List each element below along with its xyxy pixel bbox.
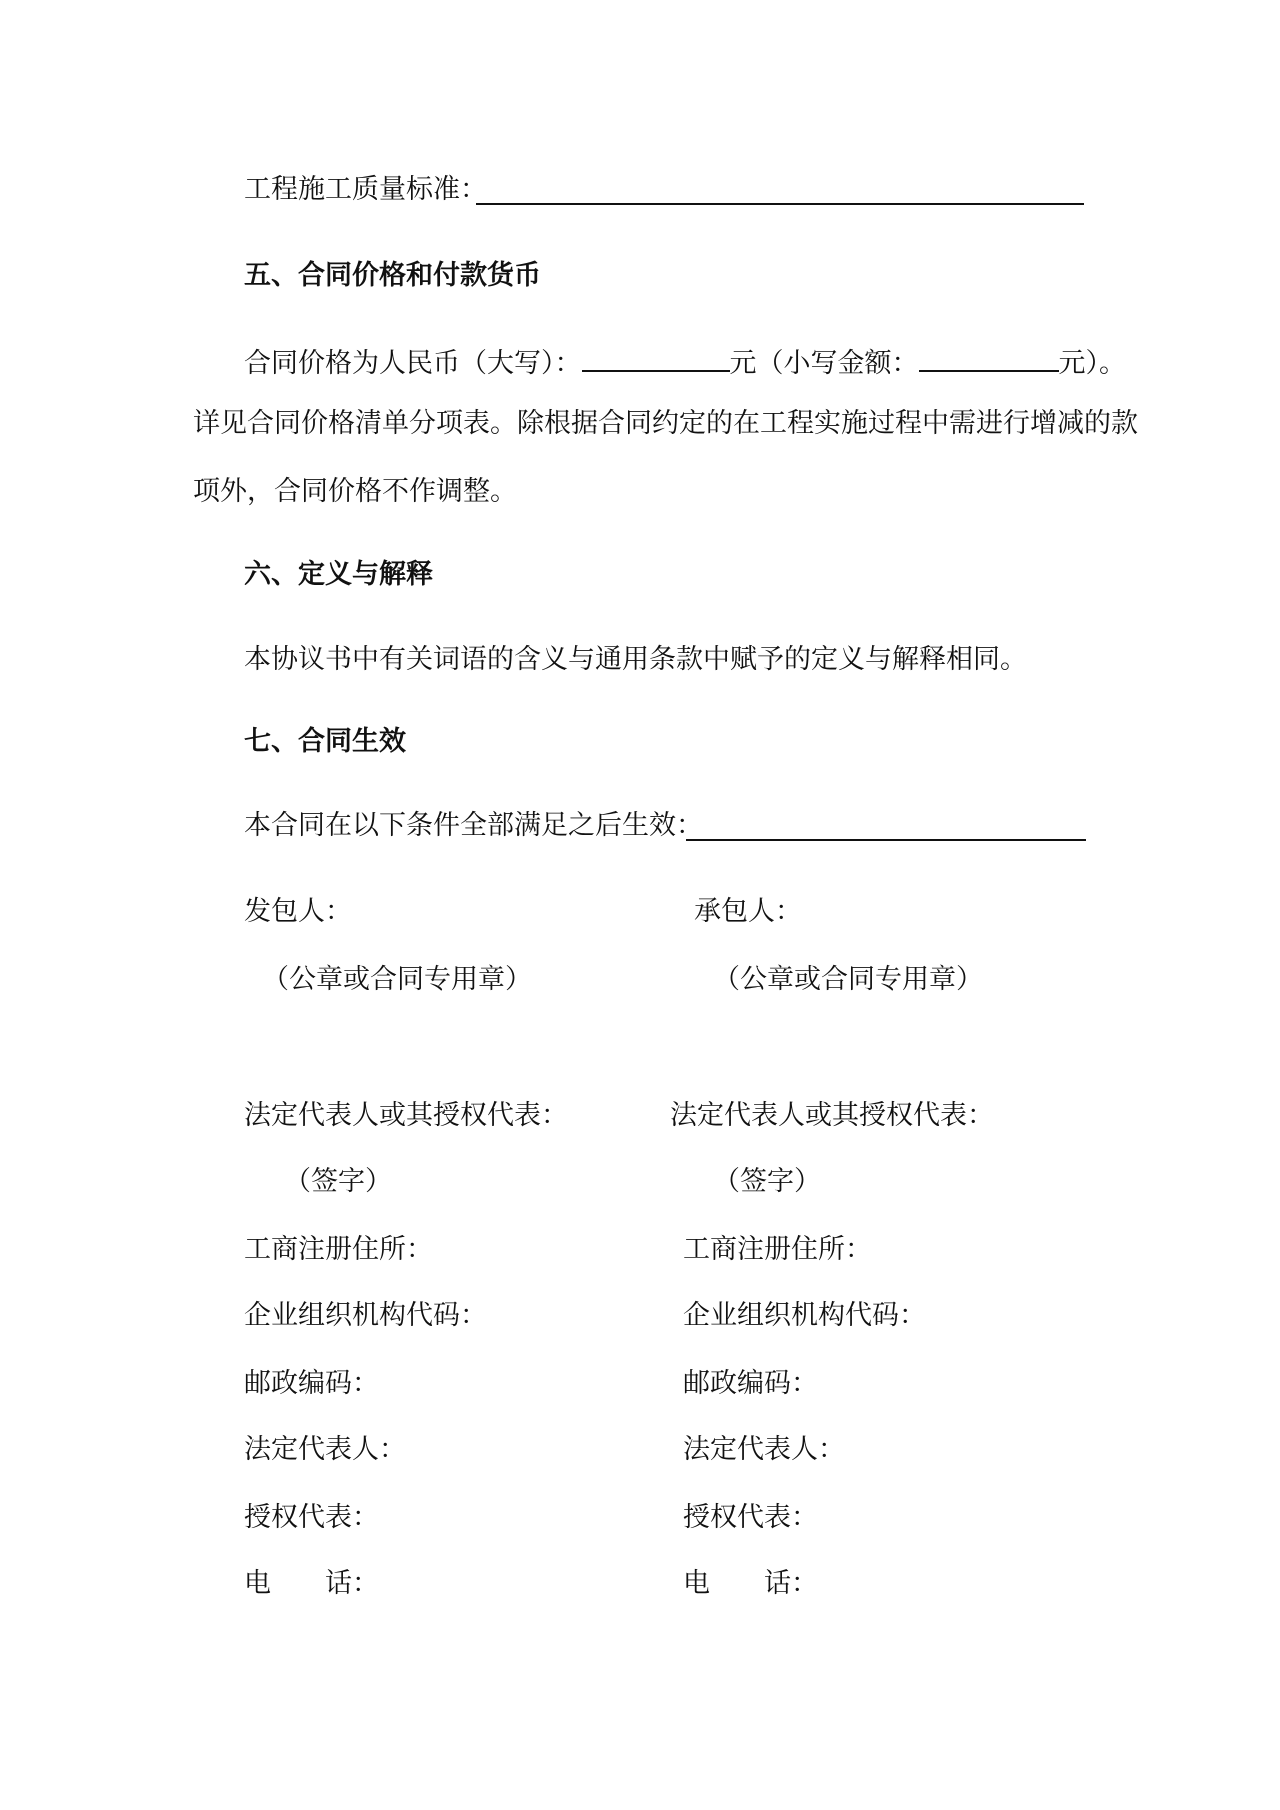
employer-rep: 法定代表人或其授权代表： (244, 1100, 568, 1131)
definition-text: 本协议书中有关词语的含义与通用条款中赋予的定义与解释相同。 (244, 644, 1027, 675)
price-adjust-text: 项外，合同价格不作调整。 (193, 476, 517, 507)
contractor-title: 承包人： (694, 896, 802, 927)
contractor-legal-rep: 法定代表人： (683, 1434, 845, 1465)
employer-address: 工商注册住所： (244, 1234, 433, 1265)
price-lowercase-blank[interactable] (919, 340, 1059, 372)
contractor-seal: （公章或合同专用章） (713, 964, 983, 995)
contractor-org-code: 企业组织机构代码： (683, 1300, 926, 1331)
contractor-auth-rep: 授权代表： (683, 1502, 818, 1533)
employer-postal: 邮政编码： (244, 1368, 379, 1399)
quality-standard-blank[interactable] (476, 203, 1084, 205)
employer-title: 发包人： (244, 896, 352, 927)
contractor-rep: 法定代表人或其授权代表： (670, 1100, 994, 1131)
price-lowercase-label: 元（小写金额： (729, 348, 919, 379)
employer-legal-rep: 法定代表人： (244, 1434, 406, 1465)
price-line-end: 元）。 (1058, 348, 1126, 379)
employer-sign: （签字） (284, 1166, 392, 1197)
employer-org-code: 企业组织机构代码： (244, 1300, 487, 1331)
price-detail-text: 详见合同价格清单分项表。除根据合同约定的在工程实施过程中需进行增减的款 (193, 408, 1138, 439)
contractor-address: 工商注册住所： (683, 1234, 872, 1265)
section6-heading: 六、定义与解释 (244, 559, 433, 590)
section7-heading: 七、合同生效 (244, 726, 406, 757)
contractor-sign: （签字） (713, 1166, 821, 1197)
section5-heading: 五、合同价格和付款货币 (244, 260, 541, 291)
contractor-postal: 邮政编码： (683, 1368, 818, 1399)
effective-condition-blank[interactable] (686, 839, 1086, 841)
price-uppercase-label: 合同价格为人民币（大写）： (244, 348, 582, 379)
employer-seal: （公章或合同专用章） (262, 964, 532, 995)
effective-condition-label: 本合同在以下条件全部满足之后生效： (244, 810, 703, 841)
quality-standard-label: 工程施工质量标准： (244, 174, 487, 205)
price-uppercase-blank[interactable] (582, 340, 730, 372)
employer-auth-rep: 授权代表： (244, 1502, 379, 1533)
employer-phone: 电 话： (244, 1568, 379, 1599)
contractor-phone: 电 话： (683, 1568, 818, 1599)
price-line (244, 340, 1126, 382)
